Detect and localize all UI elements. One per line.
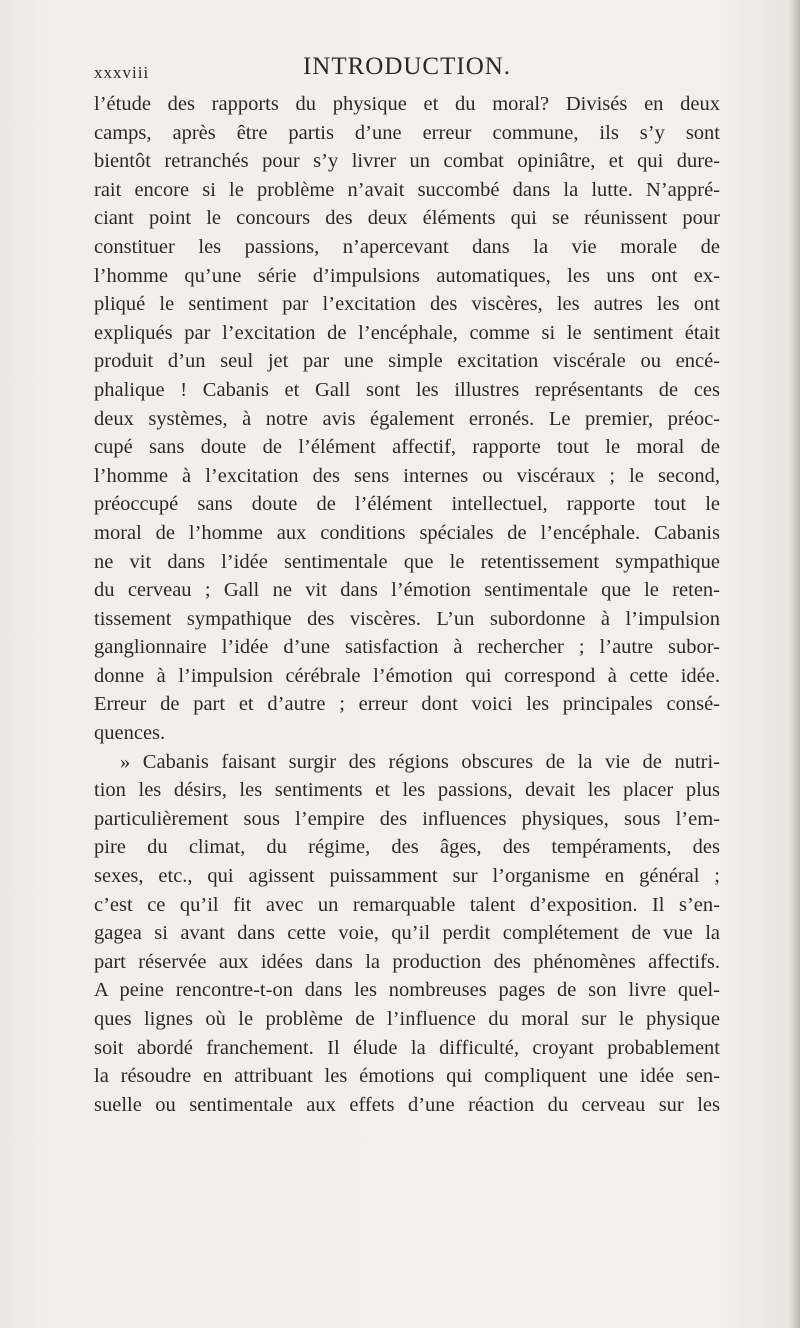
page-edge-shadow — [786, 0, 800, 1328]
text-line: tion les désirs, les sentiments et les passions, devait les placer plus — [94, 779, 720, 802]
text-line: soit abordé franchement. Il élude la difficulté, croyant probablement — [94, 1036, 720, 1059]
running-title: INTRODUCTION. — [302, 53, 512, 80]
text-line: deux systèmes, à notre avis également erronés. Le premier, préoc- — [94, 407, 720, 430]
text-line: c’est ce qu’il fit avec un remarquable talent d’exposition. Il s’en- — [94, 893, 720, 916]
text-line: l’étude des rapports du physique et du moral? Divisés en deux — [94, 93, 720, 115]
text-line: part réservée aux idées dans la production des phénomènes affectifs. — [94, 950, 720, 973]
page-number: xxxviii — [94, 63, 150, 82]
text-line: pire du climat, du régime, des âges, des tempéraments, des — [94, 836, 720, 859]
text-line: suelle ou sentimentale aux effets d’une réaction du cerveau sur les — [94, 1093, 720, 1116]
text-line: ciant point le concours des deux éléments qui se réunissent pour — [94, 207, 720, 230]
text-line: donne à l’impulsion cérébrale l’émotion qui correspond à cette idée. — [94, 664, 720, 687]
text-line: la résoudre en attribuant les émotions qui compliquent une idée sen- — [94, 1065, 720, 1088]
text-line: constituer les passions, n’apercevant dans la vie morale de — [94, 235, 720, 258]
text-line: Erreur de part et d’autre ; erreur dont voici les principales consé- — [94, 693, 720, 716]
text-line: sexes, etc., qui agissent puissamment sur l’organisme en général ; — [94, 865, 720, 888]
text-line: pliqué le sentiment par l’excitation des viscères, les autres les ont — [94, 293, 720, 316]
text-line: bientôt retranchés pour s’y livrer un combat opiniâtre, et qui dure- — [94, 150, 720, 173]
text-line: l’homme qu’une série d’impulsions automatiques, les uns ont ex- — [94, 264, 720, 287]
text-line: cupé sans doute de l’élément affectif, rapporte tout le moral de — [94, 436, 720, 459]
text-line: tissement sympathique des viscères. L’un subordonne à l’impulsion — [94, 607, 720, 630]
text-line: moral de l’homme aux conditions spéciales de l’encéphale. Cabanis — [94, 521, 720, 544]
text-line: quences. — [94, 722, 166, 745]
text-line: du cerveau ; Gall ne vit dans l’émotion sentimentale que le reten- — [94, 579, 720, 602]
text-line: rait encore si le problème n’avait succombé dans la lutte. N’appré- — [94, 178, 720, 201]
text-line: particulièrement sous l’empire des influences physiques, sous l’em- — [94, 807, 720, 830]
text-line: ganglionnaire l’idée d’une satisfaction à rechercher ; l’autre subor- — [94, 636, 720, 659]
text-line: phalique ! Cabanis et Gall sont les illustres représentants de ces — [94, 378, 720, 401]
text-line: ques lignes où le problème de l’influence du moral sur le physique — [94, 1008, 720, 1030]
text-line: ne vit dans l’idée sentimentale que le retentissement sympathique — [94, 550, 720, 573]
text-line: expliqués par l’excitation de l’encéphale, comme si le sentiment était — [94, 321, 720, 344]
body-text — [94, 90, 720, 1119]
text-line: » Cabanis faisant surgir des régions obscures de la vie de nutri- — [120, 750, 720, 773]
page-header — [94, 53, 720, 87]
text-line: préoccupé sans doute de l’élément intellectuel, rapporte tout le — [94, 493, 720, 516]
text-line: produit d’un seul jet par une simple excitation viscérale ou encé- — [94, 350, 720, 373]
text-line: l’homme à l’excitation des sens internes ou viscéraux ; le second, — [94, 464, 720, 487]
text-line: gagea si avant dans cette voie, qu’il perdit complétement de vue la — [94, 922, 720, 945]
text-line: camps, après être partis d’une erreur commune, ils s’y sont — [94, 121, 720, 144]
text-line: A peine rencontre-t-on dans les nombreuses pages de son livre quel- — [94, 979, 720, 1002]
